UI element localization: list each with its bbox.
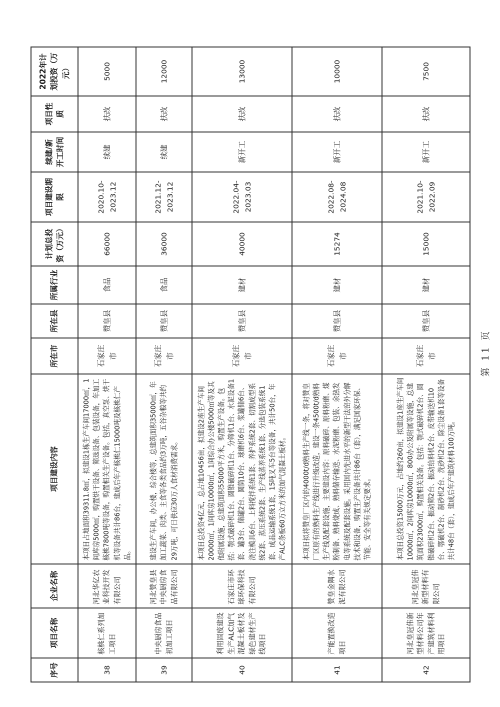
cell-period: 2021.12-2023.12 xyxy=(136,172,192,222)
table-header-row xyxy=(31,47,78,682)
cell-invest-2022: 12000 xyxy=(136,47,192,96)
cell-industry: 建材 xyxy=(292,266,382,304)
cell-company: 赞皇金隅水泥有限公司 xyxy=(292,564,382,608)
cell-seq: 41 xyxy=(292,658,382,682)
cell-seq: 42 xyxy=(382,658,470,682)
cell-project: 核桃仁系列加工项目 xyxy=(78,608,136,658)
header-county: 所在县 xyxy=(31,304,78,338)
cell-city: 石家庄市 xyxy=(292,338,382,374)
header-industry: 所属行业 xyxy=(31,266,78,304)
cell-seq: 39 xyxy=(136,658,192,682)
header-company: 企业名称 xyxy=(31,564,78,608)
cell-start-time: 新开工 xyxy=(382,132,470,172)
cell-industry: 食品 xyxy=(136,266,192,304)
cell-content: 建设生产车间，办公楼，综合楼等，总建筑面积35000㎡，年加工蔬菜、肉类、主食等各类食品约3万吨，五谷杂粮等共约29万吨，可日供应30万人食材消费需求。 xyxy=(136,374,192,564)
cell-project: 河北皇冠伟新型材料公司年产建筑材料利用项目 xyxy=(382,608,470,658)
cell-invest-2022: 5000 xyxy=(78,47,136,96)
cell-nature: 扶改 xyxy=(292,96,382,132)
table-row xyxy=(192,47,292,682)
cell-project: 产能置换改造项目 xyxy=(292,608,382,658)
cell-period: 2021.10-2022.09 xyxy=(382,172,470,222)
cell-period: 2022.08-2024.08 xyxy=(292,172,382,222)
cell-content: 本项目占地面积39311.8㎡，拟建设1栋生产车间17000㎡，1间库房5000㎡，购置烘干设备、筛选设备、包装设备，年加工核桃7800吨等设备，购置相关生产设备。包括，真空泵、烘干机等设备共计86台，建成后年产核桃仁15000吨及核桃仁产品。 xyxy=(78,374,136,564)
cell-seq: 38 xyxy=(78,658,136,682)
cell-period: 2020.10-2023.12 xyxy=(78,172,136,222)
cell-nature: 扶改 xyxy=(192,96,292,132)
cell-company: 河北华亿农业科技开发有限公司 xyxy=(78,564,136,608)
cell-invest-2022: 13000 xyxy=(192,47,292,96)
cell-seq: 40 xyxy=(192,658,292,682)
header-invest-2022: 2022年计划投资（万元） xyxy=(31,47,78,96)
table-row xyxy=(136,47,192,682)
header-nature: 项目性质 xyxy=(31,96,78,132)
cell-county: 赞皇县 xyxy=(192,304,292,338)
header-investment: 计划总投资（万元） xyxy=(31,222,78,266)
table-row xyxy=(382,47,470,682)
cell-company: 石家庄市环球环保科技有限公司 xyxy=(192,564,292,608)
header-seq: 序号 xyxy=(31,658,78,682)
cell-city: 石家庄市 xyxy=(192,338,292,374)
cell-invest-2022: 7500 xyxy=(382,47,470,96)
cell-city: 石家庄市 xyxy=(78,338,136,374)
table-row xyxy=(78,47,136,682)
cell-nature: 扶改 xyxy=(78,96,136,132)
cell-invest-2022: 10000 xyxy=(292,47,382,96)
cell-project: 中央厨房食品初加工项目 xyxy=(136,608,192,658)
cell-investment: 15274 xyxy=(292,222,382,266)
cell-city: 石家庄市 xyxy=(382,338,470,374)
cell-company: 河北皇冠伟新型材料有限公司 xyxy=(382,564,470,608)
cell-county: 赞皇县 xyxy=(292,304,382,338)
cell-nature: 扶改 xyxy=(382,96,470,132)
header-city: 所在市 xyxy=(31,338,78,374)
cell-content: 本项目总投资15000万元，占地约260亩，拟建设1座生产车间10000㎡，2间库房10000㎡，800办公及附属等设施，总建筑面积23000㎡，购置相关设备。包括：颚式破碎机2台、圆锥破碎机2台、振动筛2台、振动给料机2台、皮带输送机10台、鄂破机2台、制砂机2台、洗砂机2台、除尘设备1套等设备共计48台（套），建成后年产建筑材料100万吨。 xyxy=(382,374,470,564)
cell-industry: 食品 xyxy=(78,266,136,304)
cell-nature: 扶改 xyxy=(136,96,192,132)
header-content: 项目建设内容 xyxy=(31,374,78,564)
cell-start-time: 新开工 xyxy=(192,132,292,172)
cell-start-time: 续建 xyxy=(136,132,192,172)
cell-industry: 建材 xyxy=(382,266,470,304)
cell-project: 利用固废建设生产ALC加气混凝土板材及绿色建材生产线项目 xyxy=(192,608,292,658)
page-number: 第 11 页 xyxy=(481,329,491,377)
table-row xyxy=(292,47,382,682)
cell-investment: 40000 xyxy=(192,222,292,266)
header-project: 项目名称 xyxy=(31,608,78,658)
cell-start-time: 续建 xyxy=(78,132,136,172)
cell-period: 2022.04-2023.03 xyxy=(192,172,292,222)
cell-content: 本项目拟将赞皇厂区内的4000t/d熟料生产线一条，将对赞皇厂区原有的熟料生产线进行升级改造，建设一条4500t/d熟料生产线及配套设施，主要建设内容：原料破碎、原料粉磨、煤粉制备、熟料烧成、熟料储存输送、水泥粉磨、包装、余热发电等系统及配套设施。采用国内先进水平的新型干法窑外分解技术和设备，购置生产设备共计86台（套），满足国家环保、节能、安全等有关规定要求。 xyxy=(292,374,382,564)
project-table xyxy=(30,47,470,683)
cell-county: 赞皇县 xyxy=(78,304,136,338)
header-period: 项目建设期限 xyxy=(31,172,78,222)
cell-content: 本项目总投资4亿元，总占地10456亩，拟建设2座生产车间20000㎡，1间库房10000㎡，1间综合办公楼5000㎡等及其他附属设施，总建筑面积55000平方米，购置生产设备。包括：颚式破碎机1台、圆锥破碎机1台、分筛机1台、水泥设备1套、罐3台、储罐2台、圆筒10台、球磨机6台、浆罐储6台、浇注模具6台、上料搅拌系统1套、养护系统2套、切割成型系统2套、蒸压系统2套、生产线蒸养系统1套、分选包装系统1套、成品运输系统1套，15吨叉车5台等设备，共计50台，年产ALC条板60万立方米的加气混凝土板材。 xyxy=(192,374,292,564)
cell-county: 赞皇县 xyxy=(136,304,192,338)
header-start-time: 续建/新开工时间 xyxy=(31,132,78,172)
cell-company: 河北赞皇县中央厨房食品有限公司 xyxy=(136,564,192,608)
cell-investment: 66000 xyxy=(78,222,136,266)
cell-investment: 36000 xyxy=(136,222,192,266)
cell-start-time: 新开工 xyxy=(292,132,382,172)
cell-investment: 15000 xyxy=(382,222,470,266)
cell-county: 赞皇县 xyxy=(382,304,470,338)
cell-industry: 建材 xyxy=(192,266,292,304)
cell-city: 石家庄市 xyxy=(136,338,192,374)
